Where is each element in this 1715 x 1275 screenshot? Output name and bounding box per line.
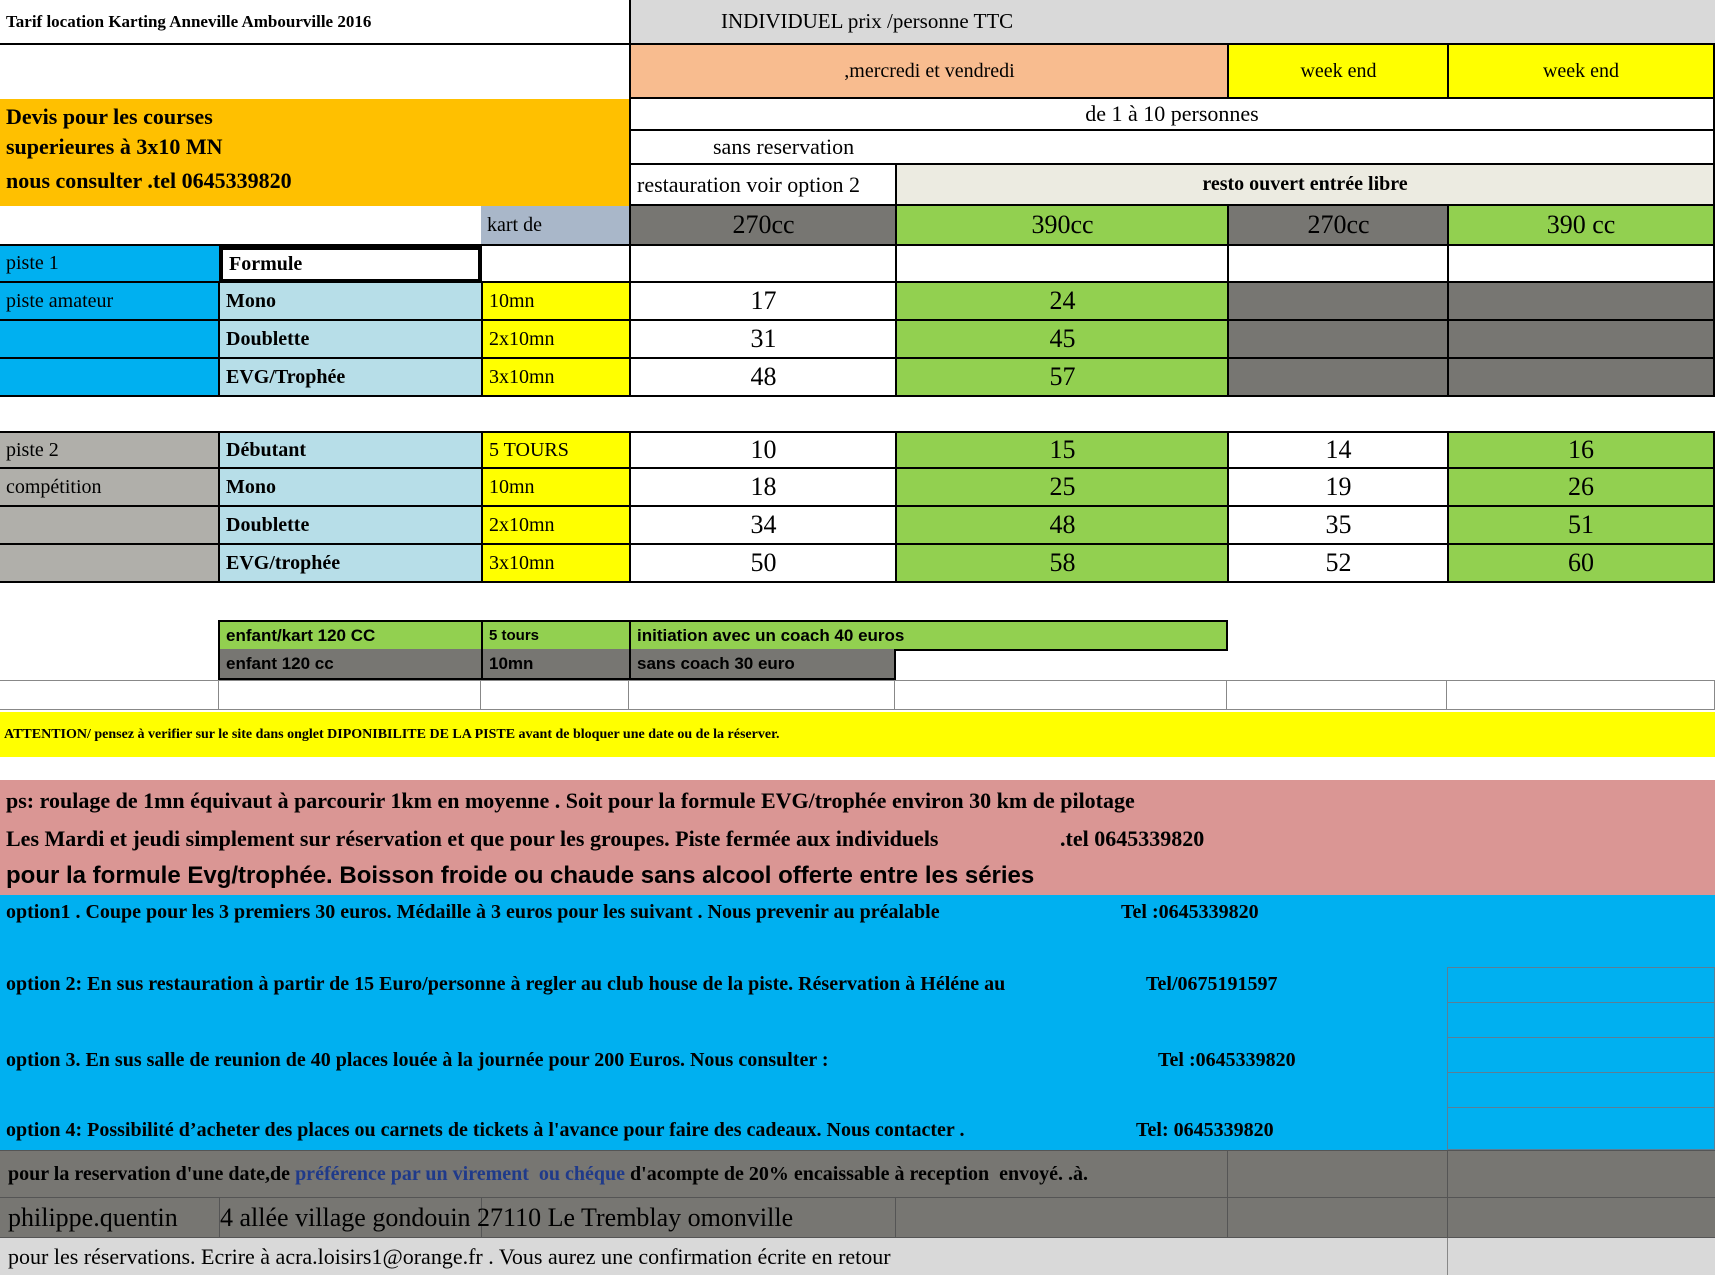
unavailable-cell <box>1227 359 1448 397</box>
table-row-formule: Doublette <box>218 321 482 359</box>
individual-header <box>629 0 1715 45</box>
table-row-duree: 10mn <box>481 469 630 507</box>
individual-label: INDIVIDUEL prix /personne TTC <box>721 9 1014 33</box>
option-1-text: option1 . Coupe pour les 3 premiers 30 euros. Médaille à 3 euros pour les suivant . Nous prevenir au préalable <box>6 900 940 923</box>
kart-blank <box>0 206 482 246</box>
group-size: de 1 à 10 personnes <box>629 99 1715 131</box>
document-title: Tarif location Karting Anneville Ambourville 2016 <box>0 0 630 45</box>
price-cell: 26 <box>1447 469 1715 507</box>
piste1-empty-3 <box>895 246 1228 283</box>
unavailable-cell <box>1447 359 1715 397</box>
price-cell: 19 <box>1227 469 1448 507</box>
option-2-text: option 2: En sus restauration à partir de 15 Euro/personne à regler au club house de la piste. Réservation à Héléne au <box>6 972 1006 995</box>
price-cell: 58 <box>895 545 1228 583</box>
no-reservation: sans reservation <box>629 130 1715 164</box>
price-cell: 52 <box>1227 545 1448 583</box>
ps-line-2: Les Mardi et jeudi simplement sur réservation et que pour les groupes. Piste fermée aux individuels <box>6 826 939 851</box>
grid-cell <box>1447 1037 1715 1073</box>
table-row-formule: Mono <box>218 283 482 321</box>
contact-name: philippe.quentin <box>8 1203 178 1232</box>
unavailable-cell <box>1447 283 1715 321</box>
email-row <box>0 1238 1715 1275</box>
table-row-formule: Débutant <box>218 431 482 469</box>
piste1-empty-5 <box>1447 246 1715 283</box>
grid-line <box>1447 1198 1448 1238</box>
reservation-text <box>2 1151 1502 1197</box>
ps-line-3: pour la formule Evg/trophée. Boisson froide ou chaude sans alcool offerte entre les séries <box>6 862 1035 889</box>
unavailable-cell <box>1447 321 1715 359</box>
price-cell: 50 <box>629 545 896 583</box>
piste1-side <box>0 321 219 359</box>
weekday-header: ,mercredi et vendredi <box>629 45 1228 99</box>
weekend-header-2: week end <box>1447 45 1715 99</box>
devis-line-1: Devis pour les courses <box>6 104 213 129</box>
ps-line-1: ps: roulage de 1mn équivaut à parcourir 1km en moyenne . Soit pour la formule EVG/trophée environ 30 km de pilotage <box>6 788 1135 813</box>
grid-line <box>1447 1238 1448 1275</box>
empty-cell <box>481 680 629 710</box>
table-row-formule: Mono <box>218 469 482 507</box>
enfant-row1-duree: 5 tours <box>481 620 630 651</box>
piste2-name: piste 2 <box>0 431 219 469</box>
table-row-duree: 2x10mn <box>481 507 630 545</box>
unavailable-cell <box>1227 283 1448 321</box>
price-cell: 57 <box>895 359 1228 397</box>
price-cell: 10 <box>629 431 896 469</box>
cc-weekend-270: 270cc <box>1227 206 1448 246</box>
price-cell: 17 <box>629 283 896 321</box>
grid-cell <box>1447 1107 1715 1150</box>
enfant-row1-label: enfant/kart 120 CC <box>218 620 482 651</box>
grid-cell <box>1447 967 1715 1003</box>
grid-cell <box>1447 1072 1715 1108</box>
piste1-empty-1 <box>481 246 630 283</box>
piste2-side <box>0 545 219 583</box>
enfant-row2-duree: 10mn <box>481 649 630 680</box>
price-cell: 18 <box>629 469 896 507</box>
option-4-text: option 4: Possibilité d’acheter des places ou carnets de tickets à l'avance pour faire des cadeaux. Nous contacter . <box>6 1118 965 1141</box>
price-cell: 51 <box>1447 507 1715 545</box>
option-1-tel: Tel :0645339820 <box>1121 900 1259 923</box>
table-row-formule: EVG/Trophée <box>218 359 482 397</box>
piste1-empty-4 <box>1227 246 1448 283</box>
option-4-tel: Tel: 0645339820 <box>1136 1118 1274 1141</box>
empty-cell <box>1227 680 1447 710</box>
options-box <box>0 895 1715 1150</box>
price-cell: 48 <box>629 359 896 397</box>
price-cell: 48 <box>895 507 1228 545</box>
enfant-row1-info: initiation avec un coach 40 euros <box>629 620 1228 651</box>
price-cell: 25 <box>895 469 1228 507</box>
kart-de-label: kart de <box>481 206 630 246</box>
reservation-row <box>0 1150 1715 1198</box>
ps-line-2-tel: .tel 0645339820 <box>1060 826 1205 851</box>
blank-header-cell <box>0 45 629 99</box>
price-cell: 16 <box>1447 431 1715 469</box>
table-row-duree: 5 TOURS <box>481 431 630 469</box>
reservation-text-a: pour la reservation d'une date,de <box>8 1162 296 1185</box>
reservation-text-highlight: préférence par un virement ou chéque <box>295 1162 626 1185</box>
enfant-row2-info: sans coach 30 euro <box>629 649 896 680</box>
price-cell: 34 <box>629 507 896 545</box>
price-cell: 24 <box>895 283 1228 321</box>
email-line: pour les réservations. Ecrire à acra.loisirs1@orange.fr . Vous aurez une confirmation écrite en retour <box>8 1243 891 1269</box>
price-cell: 60 <box>1447 545 1715 583</box>
table-row-formule: Doublette <box>218 507 482 545</box>
empty-cell <box>219 680 481 710</box>
empty-cell <box>1447 680 1715 710</box>
price-cell: 45 <box>895 321 1228 359</box>
price-cell: 15 <box>895 431 1228 469</box>
piste1-side <box>0 359 219 397</box>
table-row-duree: 2x10mn <box>481 321 630 359</box>
cc-weekday-390: 390cc <box>895 206 1228 246</box>
table-row-duree: 3x10mn <box>481 359 630 397</box>
option-3-tel: Tel :0645339820 <box>1158 1048 1296 1071</box>
option-3-text: option 3. En sus salle de reunion de 40 places louée à la journée pour 200 Euros. Nous consulter : <box>6 1048 829 1071</box>
enfant-row2-label: enfant 120 cc <box>218 649 482 680</box>
piste1-empty-2 <box>629 246 896 283</box>
option-2-tel: Tel/0675191597 <box>1146 972 1278 995</box>
contact-address: 4 allée village gondouin 27110 Le Tremblay omonville <box>220 1203 794 1232</box>
table-row-duree: 3x10mn <box>481 545 630 583</box>
grid-line <box>1227 1198 1228 1238</box>
devis-box <box>0 99 630 206</box>
attention-banner: ATTENTION/ pensez à verifier sur le site dans onglet DIPONIBILITE DE LA PISTE avant de bloquer une date ou de la réserver. <box>0 712 1715 757</box>
unavailable-cell <box>1227 321 1448 359</box>
grid-cell <box>1447 1002 1715 1038</box>
cc-weekday-270: 270cc <box>629 206 896 246</box>
empty-cell <box>629 680 895 710</box>
empty-cell <box>895 680 1227 710</box>
ps-box <box>0 780 1715 895</box>
table-row-formule: EVG/trophée <box>218 545 482 583</box>
weekend-header-1: week end <box>1227 45 1448 99</box>
piste1-subname: piste amateur <box>0 283 219 321</box>
piste1-name: piste 1 <box>0 246 219 283</box>
resto-open-cell: resto ouvert entrée libre <box>895 163 1715 206</box>
formule-header: Formule <box>219 246 482 283</box>
reservation-text-c: d'acompte de 20% encaissable à reception envoyé. .à. <box>625 1162 1088 1185</box>
devis-line-2: superieures à 3x10 MN <box>6 134 223 159</box>
price-cell: 35 <box>1227 507 1448 545</box>
price-cell: 14 <box>1227 431 1448 469</box>
table-row-duree: 10mn <box>481 283 630 321</box>
piste2-subname: compétition <box>0 469 219 507</box>
empty-cell <box>0 680 219 710</box>
address-row <box>0 1198 1715 1238</box>
piste2-side <box>0 507 219 545</box>
restauration-cell: restauration voir option 2 <box>629 163 896 206</box>
devis-line-3: nous consulter .tel 0645339820 <box>6 168 292 193</box>
price-cell: 31 <box>629 321 896 359</box>
cc-weekend-390: 390 cc <box>1447 206 1715 246</box>
